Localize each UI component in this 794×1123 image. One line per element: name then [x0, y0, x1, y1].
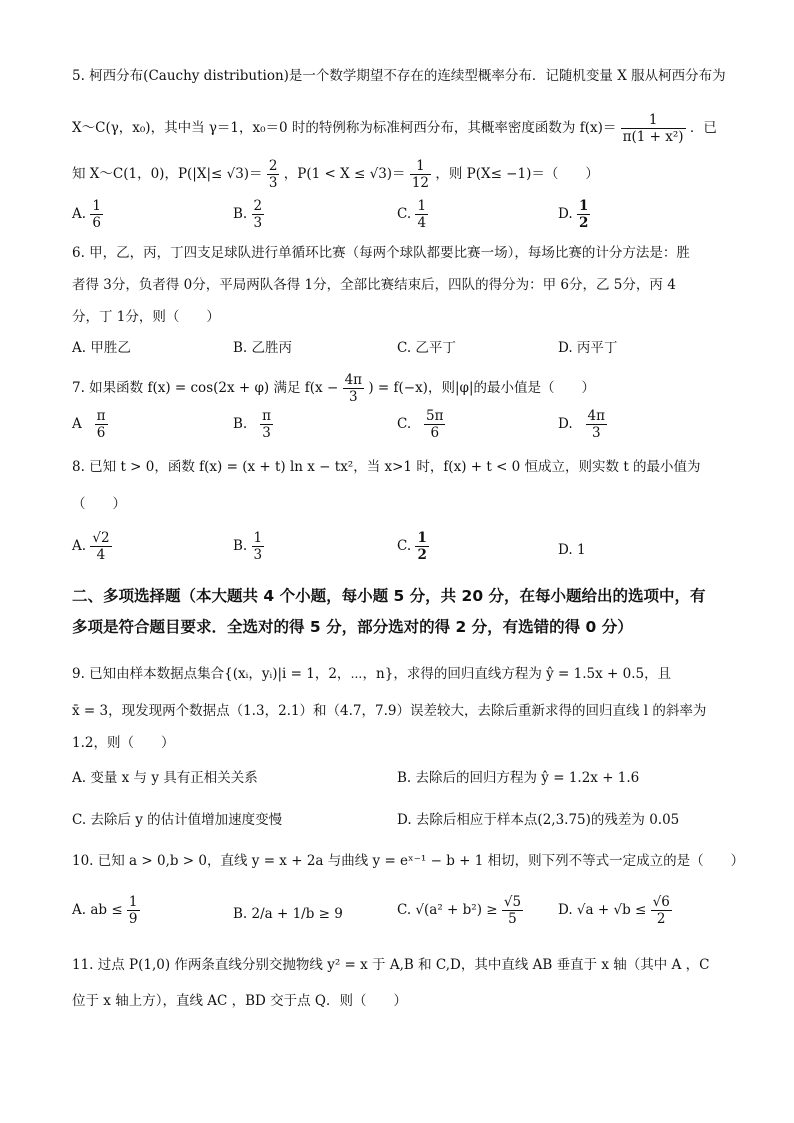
q10-option-c — [397, 894, 523, 927]
q8-option-b — [233, 530, 264, 563]
q11-line1: 11. 过点 P(1,0) 作两条直线分别交抛物线 y² = x 于 A,B 和 C,D，其中直线 AB 垂直于 x 轴（其中 A ，C — [72, 957, 710, 973]
q5-option-a — [72, 198, 103, 231]
q6-option-c: C. 乙平丁 — [397, 340, 456, 356]
q7-option-c — [397, 408, 445, 441]
fraction-numerator: 1 — [92, 198, 101, 214]
option-label: A. — [72, 206, 87, 222]
q6-option-a: A. 甲胜乙 — [72, 340, 131, 356]
fraction-denominator: 5 — [508, 911, 517, 927]
fraction-numerator: 1 — [578, 198, 589, 214]
fraction-numerator: 1 — [621, 112, 686, 129]
q9-line3: 1.2，则（ ） — [72, 735, 175, 751]
fraction-denominator: 3 — [349, 389, 358, 405]
q5-option-d — [558, 198, 590, 231]
q5-line1: 5. 柯西分布(Cauchy distribution)是一个数学期望不存在的连续型概率分布．记随机变量 X 服从柯西分布为 — [72, 68, 726, 84]
q6-line3: 分，丁 1分，则（ ） — [72, 309, 220, 325]
fraction-numerator: π — [96, 408, 106, 424]
q6-option-b: B. 乙胜丙 — [233, 340, 293, 356]
option-label: A. — [72, 538, 87, 554]
q5-pdf-fraction — [621, 112, 686, 145]
fraction-denominator: 3 — [591, 425, 601, 441]
q7-option-b — [233, 408, 273, 441]
fraction-denominator: 4 — [417, 215, 427, 231]
fraction-numerator: √6 — [652, 894, 670, 910]
q9-option-d: D. 去除后相应于样本点(2,3.75)的残差为 0.05 — [397, 812, 680, 828]
q10-line1: 10. 已知 a > 0,b > 0，直线 y = x + 2a 与曲线 y = eˣ⁻¹ − b + 1 相切，则下列不等式一定成立的是（ ） — [72, 853, 745, 869]
option-label: D. — [558, 206, 573, 222]
fraction-numerator: √5 — [503, 894, 522, 910]
q7-line1-text-b: ) = f(−x)，则|φ|的最小值是（ ） — [368, 380, 595, 396]
q8-option-a — [72, 530, 112, 563]
q8-line2: （ ） — [72, 496, 126, 512]
q7-line1 — [72, 372, 595, 405]
q5-fraction-1 — [267, 158, 280, 191]
option-label: C. — [397, 416, 412, 432]
fraction-numerator: 1 — [417, 198, 427, 214]
q7-line1-text-a: 7. 如果函数 f(x) = cos(2x + φ) 满足 f(x − — [72, 380, 339, 396]
fraction-numerator: 4π — [344, 372, 363, 388]
fraction-denominator: 2 — [656, 911, 666, 927]
fraction-denominator: 2 — [417, 547, 427, 563]
q5-line2 — [72, 112, 717, 145]
fraction-denominator: 6 — [96, 425, 106, 441]
option-label: D. — [558, 542, 573, 558]
option-text: C. √(a² + b²) ≥ — [397, 902, 498, 918]
q5-line3 — [72, 158, 599, 191]
option-text: D. √a + √b ≤ — [558, 902, 647, 918]
q5-line3-text-b: ，P(1 < X ≤ √3)＝ — [283, 166, 406, 182]
option-label: B. — [233, 538, 248, 554]
q6-line1: 6. 甲，乙，丙，丁四支足球队进行单循环比赛（每两个球队都要比赛一场），每场比赛的计分方法是：胜 — [72, 245, 690, 261]
fraction-denominator: 3 — [253, 215, 263, 231]
q5-option-b — [233, 198, 264, 231]
q9-line2: x̄ = 3，现发现两个数据点（1.3，2.1）和（4.7，7.9）误差较大，去除后重新求得的回归直线 l 的斜率为 — [72, 703, 707, 719]
q11-line2: 位于 x 轴上方），直线 AC ，BD 交于点 Q．则（ ） — [72, 993, 408, 1009]
q9-option-a: A. 变量 x 与 y 具有正相关关系 — [72, 770, 258, 786]
fraction-numerator: 1 — [417, 530, 427, 546]
q5-option-c — [397, 198, 428, 231]
q5-fraction-2 — [410, 158, 431, 191]
q7-option-a — [72, 408, 108, 441]
fraction-denominator: 2 — [578, 215, 589, 231]
fraction-denominator: 12 — [411, 175, 430, 191]
fraction-denominator: 3 — [268, 175, 278, 191]
q5-line3-text-c: ，则 P(X≤ −1)＝（ ） — [435, 166, 599, 182]
q7-option-d — [558, 408, 607, 441]
fraction-numerator: 1 — [253, 530, 263, 546]
fraction-denominator: π(1 + x²) — [622, 129, 684, 145]
fraction-denominator: 6 — [92, 215, 101, 231]
q10-option-d — [558, 894, 672, 927]
q10-option-a — [72, 894, 140, 927]
q6-line2: 者得 3分，负者得 0分，平局两队各得 1分，全部比赛结束后，四队的得分为：甲 6分，乙 5分，丙 4 — [72, 277, 676, 293]
option-text: A. ab ≤ — [72, 902, 123, 918]
option-label: B. — [233, 206, 248, 222]
fraction-numerator: 2 — [268, 158, 278, 174]
q7-fraction — [343, 372, 364, 405]
q8-line1: 8. 已知 t > 0，函数 f(x) = (x + t) ln x − tx²，当 x>1 时，f(x) + t < 0 恒成立，则实数 t 的最小值为 — [72, 459, 701, 475]
fraction-numerator: 1 — [128, 894, 138, 910]
q5-line2-end: ．已 — [689, 120, 717, 136]
fraction-denominator: 4 — [96, 547, 106, 563]
q10-option-b: B. 2/a + 1/b ≥ 9 — [233, 906, 343, 922]
fraction-numerator: 4π — [587, 408, 605, 424]
q8-option-d — [558, 540, 586, 560]
fraction-numerator: 2 — [253, 198, 263, 214]
q5-line2-text: X～C(γ，x₀)，其中当 γ＝1，x₀＝0 时的特例称为标准柯西分布，其概率密度函数为 f(x)＝ — [72, 120, 617, 136]
option-label: D. — [558, 416, 573, 432]
fraction-numerator: 5π — [426, 408, 444, 424]
q5-line3-text-a: 知 X～C(1，0)，P(|X|≤ √3)＝ — [72, 166, 263, 182]
fraction-numerator: √2 — [92, 530, 110, 546]
fraction-numerator: 1 — [410, 158, 431, 175]
option-label: C. — [397, 538, 412, 554]
option-label: C. — [397, 206, 412, 222]
fraction-denominator: 9 — [128, 911, 138, 927]
q6-option-d: D. 丙平丁 — [558, 340, 618, 356]
q9-option-b: B. 去除后的回归方程为 ŷ = 1.2x + 1.6 — [397, 770, 640, 786]
option-label: A — [72, 416, 82, 432]
fraction-numerator: π — [262, 408, 271, 424]
fraction-denominator: 6 — [430, 425, 440, 441]
fraction-denominator: 3 — [262, 425, 271, 441]
section-2-heading-line1: 二、多项选择题（本大题共 4 个小题，每小题 5 分，共 20 分，在每小题给出的选项中，有 — [72, 587, 706, 605]
q9-line1: 9. 已知由样本数据点集合{(xᵢ，yᵢ)|i = 1，2，⋯，n}，求得的回归直线方程为 ŷ = 1.5x + 0.5，且 — [72, 666, 672, 682]
fraction-denominator: 3 — [253, 547, 263, 563]
q9-option-c: C. 去除后 y 的估计值增加速度变慢 — [72, 812, 283, 828]
section-2-heading-line2: 多项是符合题目要求．全选对的得 5 分，部分选对的得 2 分，有选错的得 0 分） — [72, 618, 633, 636]
option-value: 1 — [576, 542, 586, 558]
q8-option-c — [397, 530, 429, 563]
option-label: B. — [233, 416, 248, 432]
